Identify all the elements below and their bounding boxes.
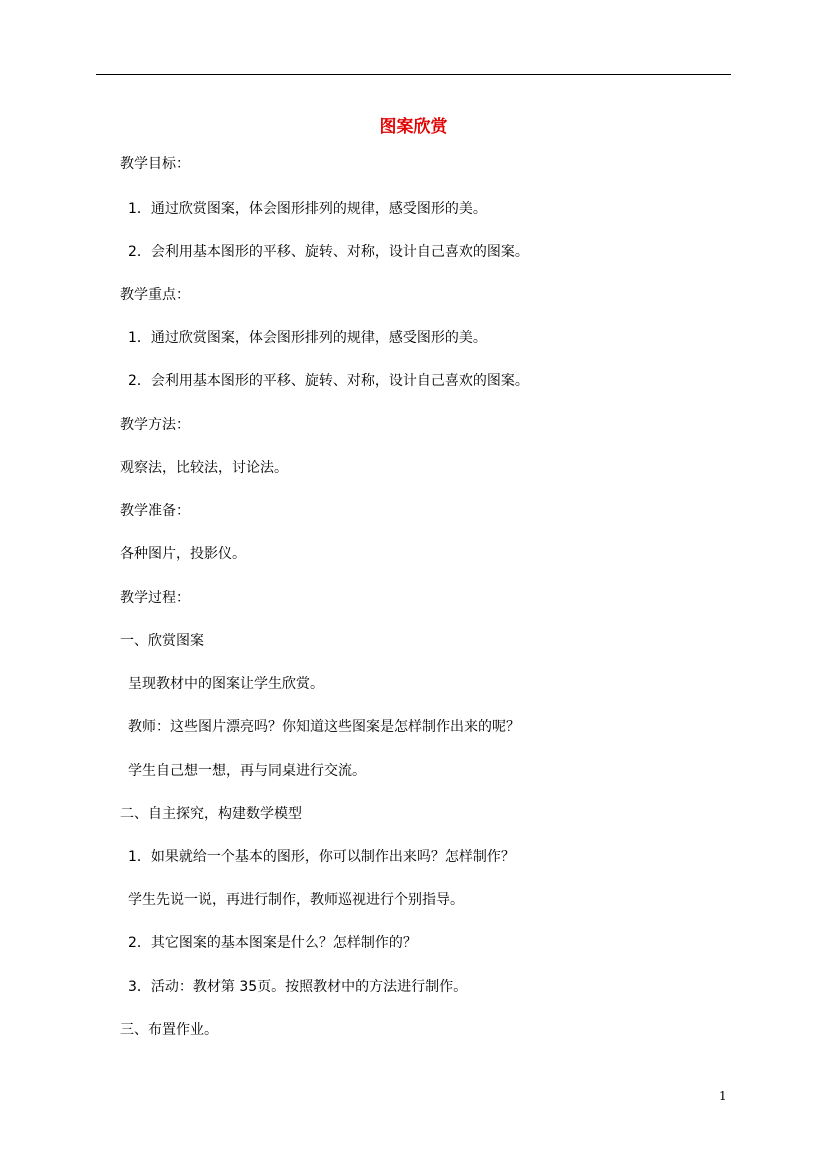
objective-item-2: 2．会利用基本图形的平移、旋转、对称，设计自己喜欢的图案。 bbox=[128, 244, 529, 260]
process-step-1-heading: 一、欣赏图案 bbox=[120, 633, 204, 649]
process-text: 教师：这些图片漂亮吗？你知道这些图案是怎样制作出来的呢？ bbox=[128, 719, 520, 735]
process-step-3-heading: 三、布置作业。 bbox=[120, 1022, 218, 1038]
key-point-item-1: 1．通过欣赏图案，体会图形排列的规律，感受图形的美。 bbox=[128, 330, 487, 346]
section-heading-objectives: 教学目标： bbox=[120, 156, 190, 172]
preparation-text: 各种图片，投影仪。 bbox=[120, 546, 246, 562]
process-text: 1．如果就给一个基本的图形，你可以制作出来吗？怎样制作？ bbox=[128, 849, 515, 865]
header-rule bbox=[96, 74, 731, 75]
section-heading-preparation: 教学准备： bbox=[120, 503, 190, 519]
process-text: 学生自己想一想，再与同桌进行交流。 bbox=[128, 763, 366, 779]
section-heading-process: 教学过程： bbox=[120, 590, 190, 606]
objective-item-1: 1．通过欣赏图案，体会图形排列的规律，感受图形的美。 bbox=[128, 201, 487, 217]
process-text: 学生先说一说，再进行制作，教师巡视进行个别指导。 bbox=[128, 892, 464, 908]
process-text: 2．其它图案的基本图案是什么？怎样制作的？ bbox=[128, 935, 417, 951]
process-text: 3．活动：教材第 35页。按照教材中的方法进行制作。 bbox=[128, 979, 468, 995]
section-heading-methods: 教学方法： bbox=[120, 417, 190, 433]
process-text: 呈现教材中的图案让学生欣赏。 bbox=[128, 676, 324, 692]
process-step-2-heading: 二、自主探究，构建数学模型 bbox=[120, 806, 302, 822]
page-number: 1 bbox=[719, 1089, 727, 1103]
key-point-item-2: 2．会利用基本图形的平移、旋转、对称，设计自己喜欢的图案。 bbox=[128, 373, 529, 389]
document-title: 图案欣赏 bbox=[379, 117, 448, 137]
section-heading-key-points: 教学重点： bbox=[120, 287, 190, 303]
methods-text: 观察法，比较法，讨论法。 bbox=[120, 460, 288, 476]
